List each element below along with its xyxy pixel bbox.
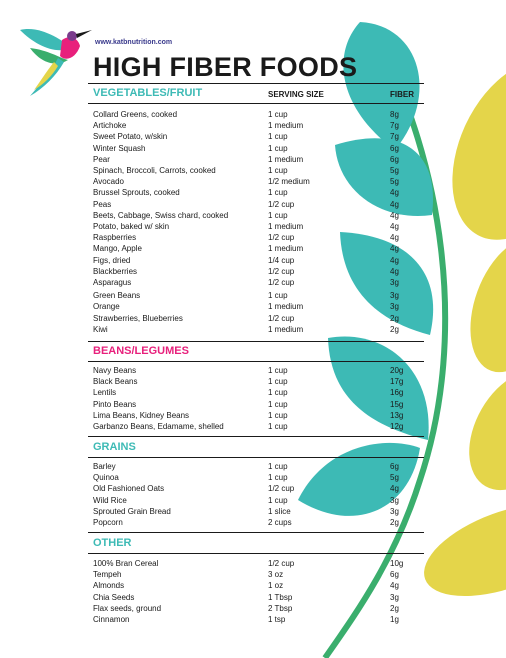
serving-size: 1 cup (268, 143, 288, 153)
fiber-amount: 4g (390, 199, 399, 209)
food-name: Potato, baked w/ skin (93, 222, 170, 231)
table-row (93, 266, 413, 277)
section-title: OTHER (93, 537, 132, 549)
serving-size: 1 cup (268, 188, 288, 198)
table-row (93, 187, 413, 198)
food-name: Avocado (93, 177, 124, 187)
fiber-amount: 10g (390, 559, 404, 568)
fiber-amount: 3g (390, 592, 399, 602)
table-row (93, 131, 413, 142)
food-name: Popcorn (93, 518, 123, 527)
serving-size: 1 Tbsp (268, 592, 293, 602)
fiber-amount: 3g (390, 506, 399, 516)
table-row (93, 143, 413, 154)
serving-size: 1 cup (268, 166, 288, 175)
hummingbird-icon (20, 29, 92, 96)
table-row (93, 495, 413, 506)
column-header-serving: SERVING SIZE (268, 90, 324, 99)
divider (88, 83, 424, 84)
fiber-amount: 7g (390, 121, 399, 131)
table-row (93, 461, 413, 472)
food-name: Tempeh (93, 570, 122, 580)
table-row (93, 472, 413, 483)
table-row (93, 483, 413, 494)
fiber-amount: 6g (390, 154, 399, 164)
serving-size: 1 oz (268, 581, 284, 591)
serving-size: 1 cup (268, 210, 288, 220)
serving-size: 1 medium (268, 154, 304, 164)
fiber-amount: 4g (390, 581, 399, 591)
food-name: Collard Greens, cooked (93, 110, 178, 119)
table-row (93, 313, 413, 324)
food-name: Pear (93, 154, 110, 164)
serving-size: 2 Tbsp (268, 603, 293, 613)
serving-size: 1 cup (268, 462, 288, 471)
fiber-amount: 4g (390, 210, 399, 220)
column-header-fiber: FIBER (390, 90, 414, 99)
table-row (93, 199, 413, 210)
fiber-amount: 5g (390, 473, 399, 483)
fiber-amount: 4g (390, 484, 399, 494)
fiber-amount: 3g (390, 291, 399, 301)
serving-size: 1 cup (268, 422, 288, 431)
table-row (93, 290, 413, 301)
fiber-amount: 13g (390, 410, 404, 420)
website-url: www.katbnutrition.com (95, 39, 173, 46)
divider (88, 341, 424, 342)
serving-size: 1 cup (268, 132, 288, 142)
food-name: Garbanzo Beans, Edamame, shelled (93, 422, 224, 431)
serving-size: 1 medium (268, 302, 304, 312)
food-name: Lentils (93, 388, 117, 398)
yellow-leaf (412, 485, 506, 615)
food-name: Kiwi (93, 324, 108, 334)
food-name: Old Fashioned Oats (93, 484, 165, 494)
table-row (93, 365, 413, 376)
food-name: Chia Seeds (93, 592, 135, 602)
food-name: Figs, dried (93, 255, 131, 265)
serving-size: 1 cup (268, 388, 288, 398)
serving-size: 1/2 cup (268, 278, 295, 287)
serving-size: 1 medium (268, 222, 304, 231)
page-title: HIGH FIBER FOODS (93, 52, 358, 82)
table-row (93, 221, 413, 232)
serving-size: 1 cup (268, 410, 288, 420)
fiber-amount: 3g (390, 278, 399, 287)
section-title: VEGETABLES/FRUIT (93, 87, 203, 99)
fiber-amount: 5g (390, 166, 399, 175)
table-row (93, 176, 413, 187)
table-row (93, 120, 413, 131)
food-name: Navy Beans (93, 366, 137, 375)
fiber-amount: 4g (390, 188, 399, 198)
serving-size: 1 cup (268, 495, 288, 505)
food-name: Black Beans (93, 377, 138, 387)
divider (88, 457, 424, 458)
food-name: Almonds (93, 581, 125, 591)
serving-size: 1/2 cup (268, 266, 295, 276)
divider (88, 103, 424, 104)
food-name: Winter Squash (93, 143, 146, 153)
food-name: Spinach, Broccoli, Carrots, cooked (93, 166, 216, 175)
table-row (93, 255, 413, 266)
fiber-amount: 4g (390, 255, 399, 265)
fiber-amount: 5g (390, 177, 399, 187)
serving-size: 1/2 cup (268, 313, 295, 323)
fiber-amount: 16g (390, 388, 404, 398)
serving-size: 1 medium (268, 324, 304, 334)
yellow-leaf (449, 353, 506, 508)
fiber-amount: 4g (390, 233, 399, 243)
table-row (93, 324, 413, 335)
fiber-amount: 4g (390, 244, 399, 254)
food-name: Cinnamon (93, 615, 130, 624)
table-row (93, 614, 413, 625)
fiber-amount: 2g (390, 324, 399, 334)
table-row (93, 506, 413, 517)
serving-size: 1/2 medium (268, 177, 310, 187)
food-name: Green Beans (93, 291, 141, 301)
food-name: Beets, Cabbage, Swiss chard, cooked (93, 210, 229, 220)
table-row (93, 243, 413, 254)
serving-size: 3 oz (268, 570, 284, 580)
divider (88, 553, 424, 554)
serving-size: 1/4 cup (268, 255, 295, 265)
table-row (93, 376, 413, 387)
table-row (93, 558, 413, 569)
food-name: Sprouted Grain Bread (93, 506, 171, 516)
serving-size: 2 cups (268, 518, 292, 527)
food-name: Mango, Apple (93, 244, 142, 254)
table-row (93, 603, 413, 614)
section-title: GRAINS (93, 441, 136, 453)
serving-size: 1 cup (268, 473, 288, 483)
serving-size: 1/2 cup (268, 484, 295, 494)
fiber-amount: 6g (390, 462, 399, 471)
food-name: Wild Rice (93, 495, 127, 505)
food-name: Sweet Potato, w/skin (93, 132, 168, 142)
food-name: Artichoke (93, 121, 127, 131)
fiber-amount: 17g (390, 377, 404, 387)
food-name: Quinoa (93, 473, 119, 483)
food-name: Peas (93, 199, 112, 209)
serving-size: 1 cup (268, 291, 288, 301)
serving-size: 1/2 cup (268, 559, 295, 568)
table-row (93, 421, 413, 432)
table-row (93, 517, 413, 528)
fiber-amount: 3g (390, 302, 399, 312)
food-name: Barley (93, 462, 116, 471)
table-row (93, 154, 413, 165)
divider (88, 436, 424, 437)
fiber-amount: 12g (390, 422, 404, 431)
table-row (93, 109, 413, 120)
fiber-amount: 2g (390, 603, 399, 613)
table-row (93, 301, 413, 312)
fiber-amount: 2g (390, 518, 399, 527)
food-name: Asparagus (93, 278, 132, 287)
fiber-amount: 4g (390, 266, 399, 276)
table-row (93, 277, 413, 288)
food-name: Strawberries, Blueberries (93, 313, 183, 323)
fiber-amount: 6g (390, 143, 399, 153)
table-row (93, 569, 413, 580)
serving-size: 1/2 cup (268, 199, 295, 209)
table-row (93, 232, 413, 243)
fiber-amount: 3g (390, 495, 399, 505)
fiber-amount: 4g (390, 222, 399, 231)
section-title: BEANS/LEGUMES (93, 345, 189, 357)
fiber-amount: 7g (390, 132, 399, 142)
fiber-amount: 1g (390, 615, 399, 624)
table-row (93, 165, 413, 176)
food-name: Pinto Beans (93, 399, 137, 409)
serving-size: 1 slice (268, 506, 291, 516)
table-row (93, 387, 413, 398)
serving-size: 1 cup (268, 110, 288, 119)
serving-size: 1/2 cup (268, 233, 295, 243)
fiber-amount: 2g (390, 313, 399, 323)
fiber-amount: 6g (390, 570, 399, 580)
food-name: Brussel Sprouts, cooked (93, 188, 180, 198)
serving-size: 1 cup (268, 377, 288, 387)
yellow-leaf (453, 226, 506, 385)
fiber-amount: 8g (390, 110, 399, 119)
fiber-amount: 20g (390, 366, 404, 375)
serving-size: 1 tsp (268, 615, 286, 624)
food-name: Blackberries (93, 266, 138, 276)
food-name: 100% Bran Cereal (93, 559, 159, 568)
table-row (93, 592, 413, 603)
food-name: Raspberries (93, 233, 137, 243)
serving-size: 1 cup (268, 366, 288, 375)
divider (88, 361, 424, 362)
serving-size: 1 cup (268, 399, 288, 409)
food-name: Flax seeds, ground (93, 603, 162, 613)
table-row (93, 410, 413, 421)
fiber-amount: 15g (390, 399, 404, 409)
table-row (93, 580, 413, 591)
food-name: Orange (93, 302, 120, 312)
table-row (93, 399, 413, 410)
serving-size: 1 medium (268, 121, 304, 131)
table-row (93, 210, 413, 221)
divider (88, 532, 424, 533)
serving-size: 1 medium (268, 244, 304, 254)
food-name: Lima Beans, Kidney Beans (93, 410, 190, 420)
